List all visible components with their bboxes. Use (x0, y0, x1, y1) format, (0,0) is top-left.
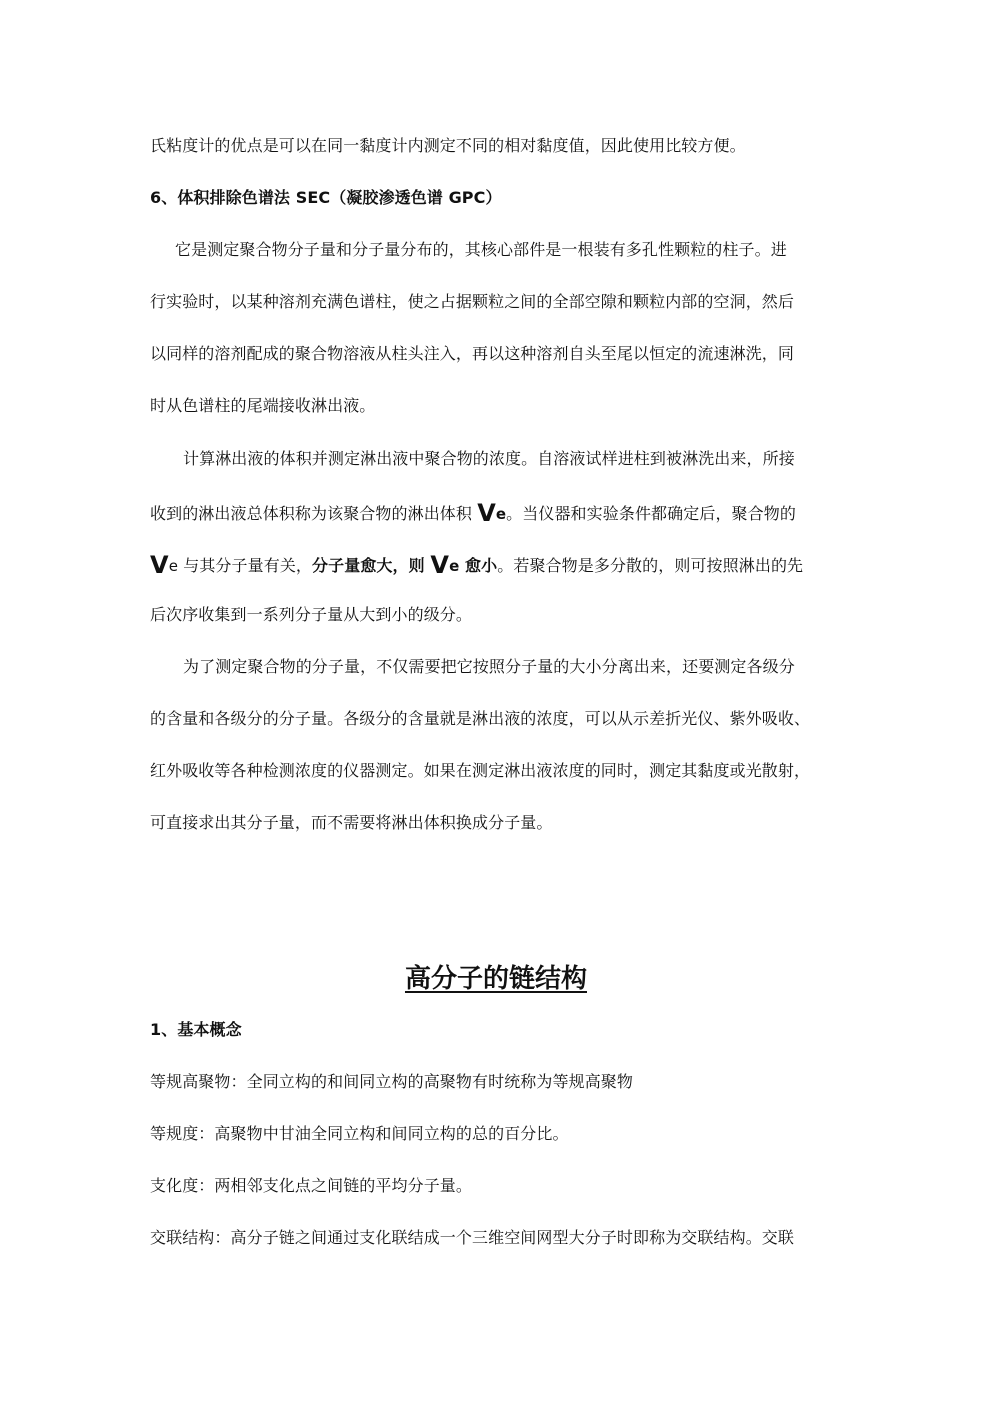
text-segment: 。若聚合物是多分散的，则可按照淋出的先 (497, 556, 804, 575)
paragraph-line-ve (150, 553, 850, 578)
chapter-title (0, 962, 992, 996)
chapter-title-text: 高分子的链结构 (404, 964, 587, 994)
ve-symbol-e: e (495, 505, 507, 523)
ve-symbol-v: V (150, 551, 169, 579)
definition-line: 等规高聚物：全同立构的和间同立构的高聚物有时统称为等规高聚物 (150, 1072, 634, 1091)
paragraph-line: 时从色谱柱的尾端接收淋出液。 (150, 396, 376, 415)
bold-segment: 愈小 (459, 556, 498, 575)
ve-symbol-v: V (477, 499, 496, 527)
paragraph-line: 后次序收集到一系列分子量从大到小的级分。 (150, 605, 473, 624)
paragraph-line: 行实验时，以某种溶剂充满色谱柱，使之占据颗粒之间的全部空隙和颗粒内部的空洞，然后 (150, 292, 795, 311)
ve-symbol-e: e (168, 557, 179, 575)
paragraph-line: 红外吸收等各种检测浓度的仪器测定。如果在测定淋出液浓度的同时，测定其黏度或光散射， (150, 761, 811, 780)
ve-symbol-e: e (449, 557, 460, 575)
definition-line: 交联结构：高分子链之间通过支化联结成一个三维空间网型大分子时即称为交联结构。交联 (150, 1228, 795, 1247)
paragraph-line: 可直接求出其分子量，而不需要将淋出体积换成分子量。 (150, 813, 553, 832)
paragraph-line-ve (150, 501, 850, 526)
paragraph-line: 为了测定聚合物的分子量，不仅需要把它按照分子量的大小分离出来，还要测定各级分 (183, 657, 795, 676)
text-segment: 收到的淋出液总体积称为该聚合物的淋出体积 (150, 504, 478, 523)
ve-symbol-v: V (430, 551, 450, 579)
intro-line: 氏粘度计的优点是可以在同一黏度计内测定不同的相对黏度值，因此使用比较方便。 (150, 136, 746, 155)
definition-line: 等规度：高聚物中甘油全同立构和间同立构的总的百分比。 (150, 1124, 569, 1143)
section-heading-basic: 1、基本概念 (150, 1020, 242, 1039)
paragraph-line: 它是测定聚合物分子量和分子量分布的，其核心部件是一根装有多孔性颗粒的柱子。进 (175, 240, 787, 259)
paragraph-line: 计算淋出液的体积并测定淋出液中聚合物的浓度。自溶液试样进柱到被淋洗出来，所接 (183, 449, 795, 468)
section-heading-sec: 6、体积排除色谱法 SEC（凝胶渗透色谱 GPC） (150, 188, 502, 207)
definition-line: 支化度：两相邻支化点之间链的平均分子量。 (150, 1176, 473, 1195)
bold-segment: 分子量愈大，则 (312, 556, 431, 575)
paragraph-line: 以同样的溶剂配成的聚合物溶液从柱头注入，再以这种溶剂自头至尾以恒定的流速淋洗，同 (150, 344, 795, 363)
text-segment: 。当仪器和实验条件都确定后，聚合物的 (506, 504, 796, 523)
paragraph-line: 的含量和各级分的分子量。各级分的含量就是淋出液的浓度，可以从示差折光仪、紫外吸收、 (150, 709, 811, 728)
text-segment: 与其分子量有关， (178, 556, 313, 575)
